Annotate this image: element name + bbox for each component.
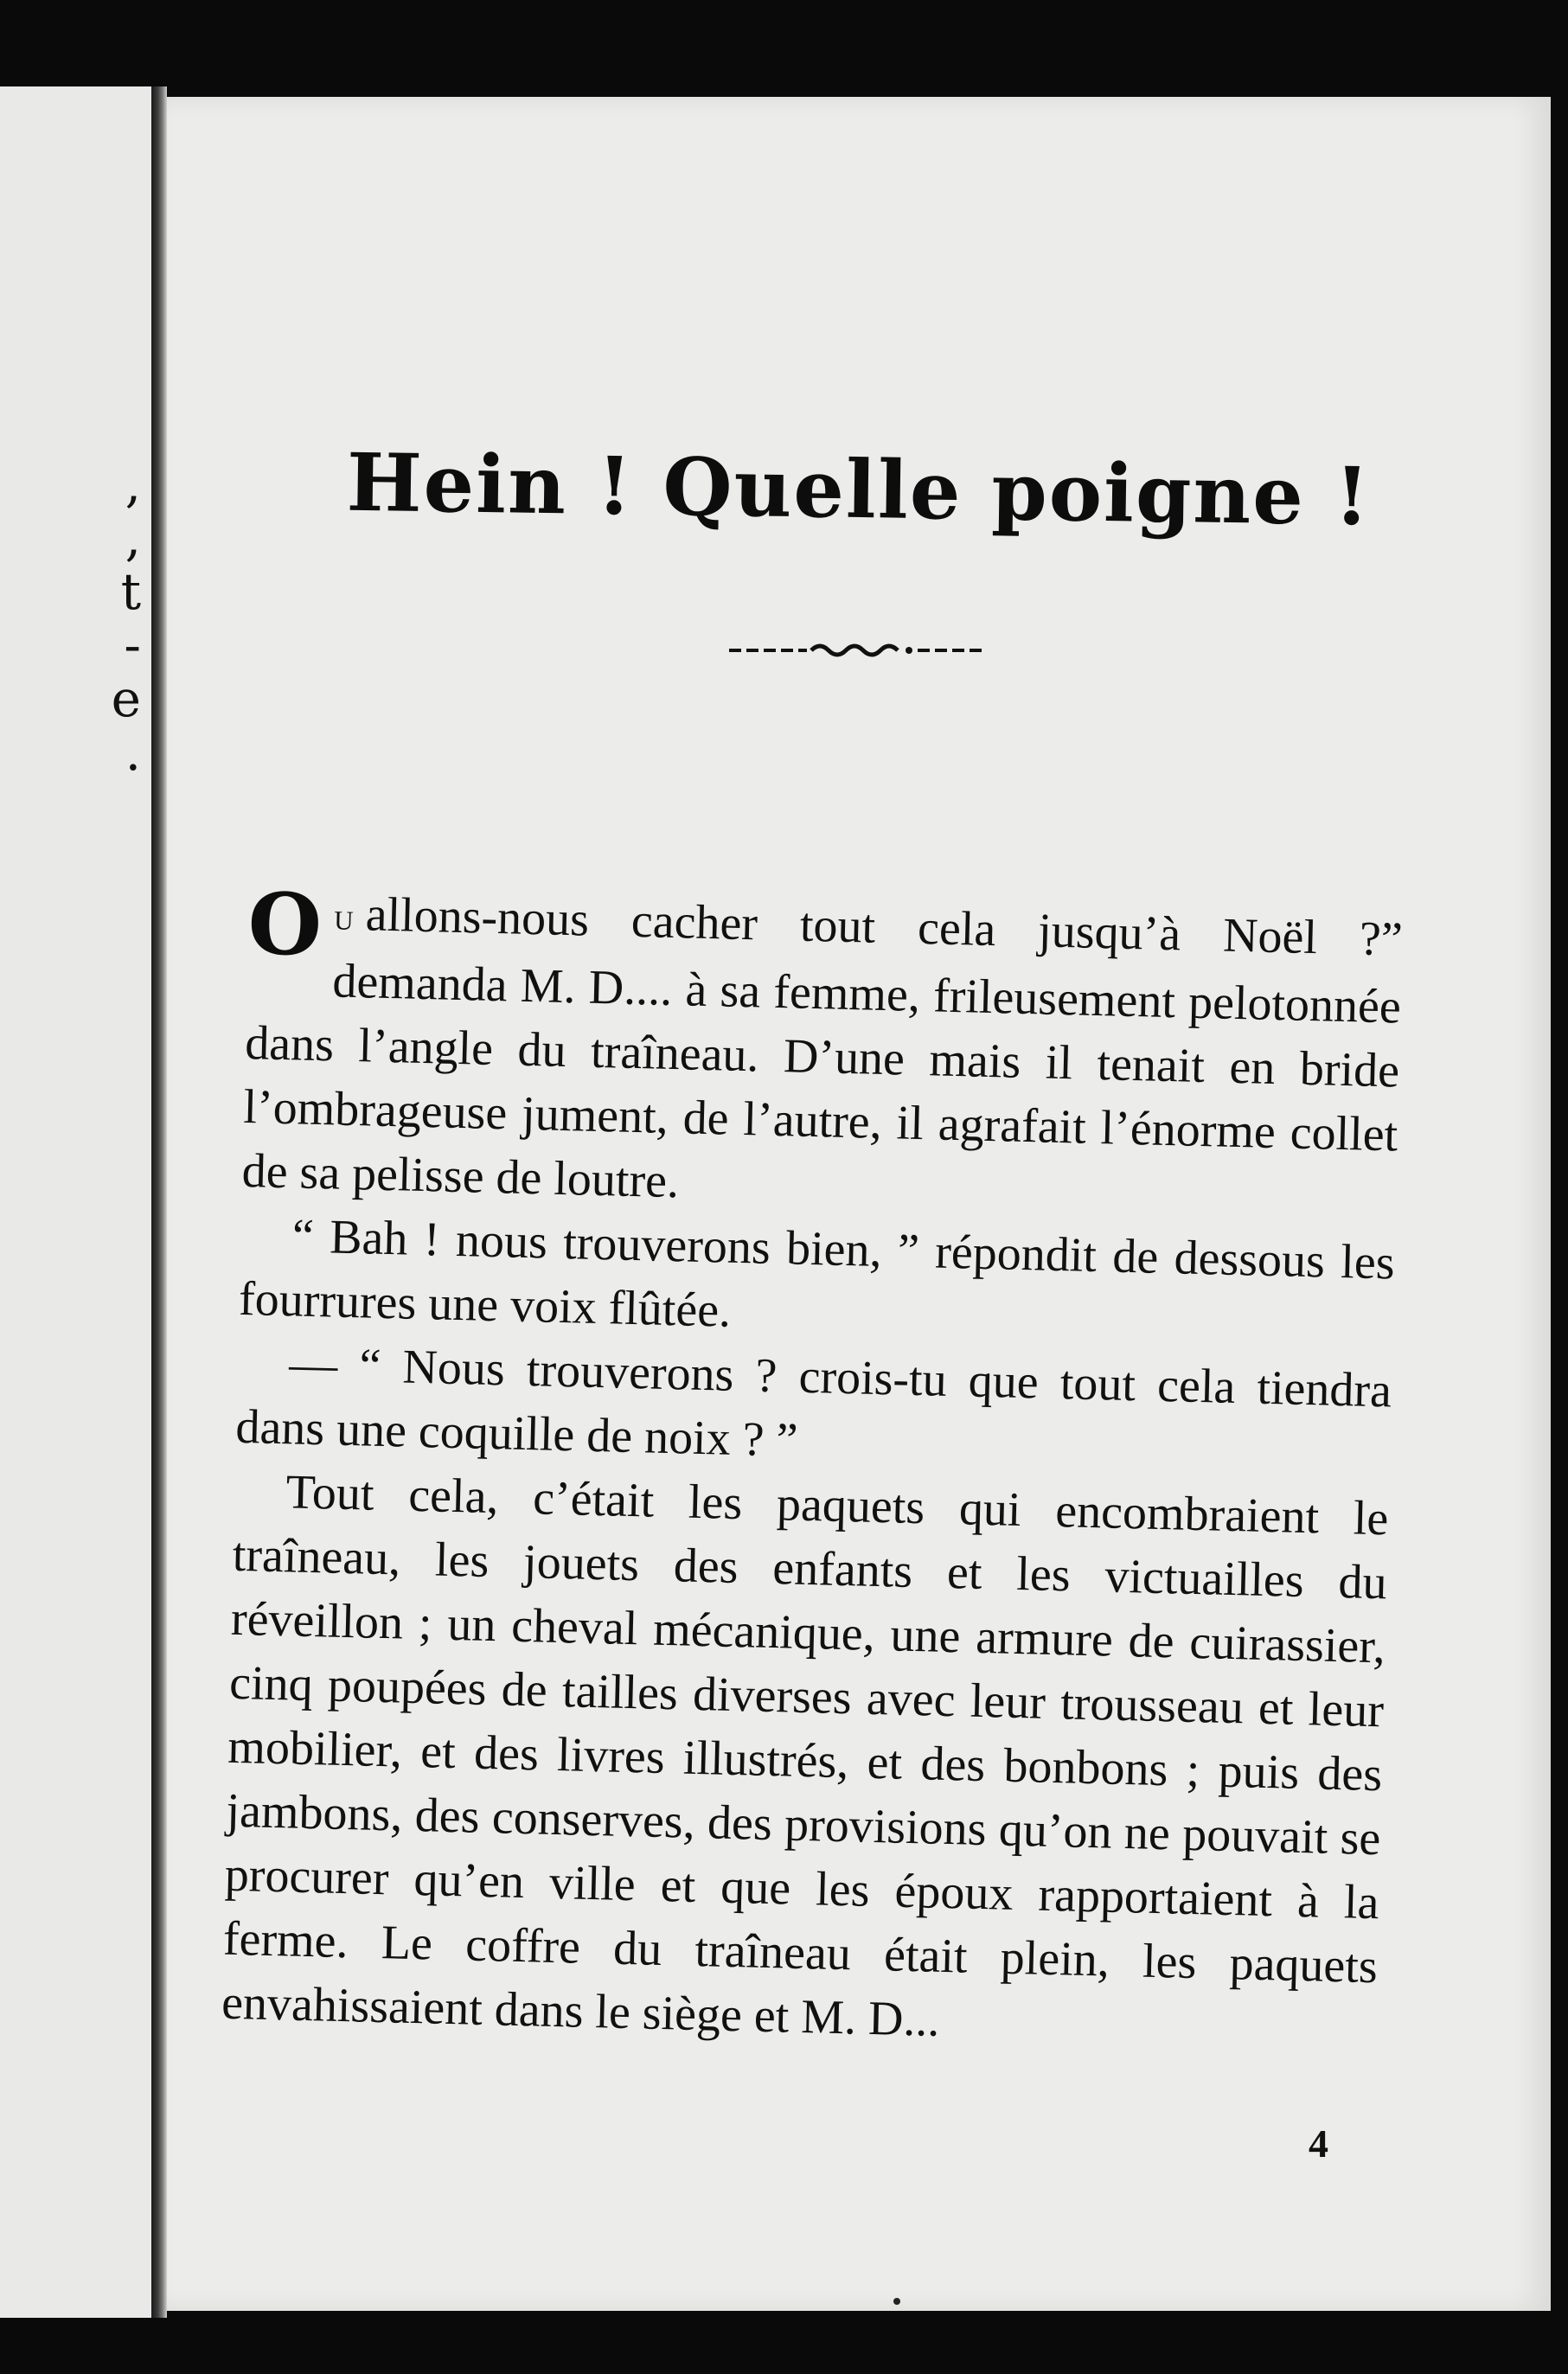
paragraph — [241, 874, 1404, 1232]
title-ornament-divider — [729, 637, 984, 663]
body-text — [221, 874, 1404, 2063]
edge-char: e — [111, 669, 141, 728]
left-page-edge-characters — [111, 455, 141, 782]
scan-speck — [893, 2298, 900, 2305]
edge-char: t — [120, 562, 141, 621]
drop-cap-continuation: u — [333, 895, 355, 938]
edge-char: . — [125, 723, 141, 782]
left-facing-page — [0, 86, 157, 2318]
edge-char: , — [125, 509, 141, 567]
book-gutter — [151, 86, 167, 2318]
right-page — [167, 97, 1551, 2311]
paragraph-text: “ Bah ! nous trouverons bien, ” répondit de dessous les fourrures une voix flûtée. — [238, 1209, 1396, 1338]
chapter-title: Hein ! Quelle poigne ! — [346, 435, 1372, 544]
paragraph — [221, 1459, 1389, 2063]
paragraph-text: — “ Nous trouverons ? crois-tu que tout cela tiendra dans une coquille de noix ? ” — [234, 1337, 1392, 1468]
drop-cap: O — [246, 874, 323, 976]
edge-char: , — [125, 455, 141, 514]
paragraph-text: Tout cela, c’était les paquets qui encombraient le traîneau, les jouets des enfants et les victuailles du réveillon ; un cheval mécanique, une armure de cuirassier, cinq poupées de tailles diverses avec leur trousseau et leur mobilier, et des livres illustrés, et des bonbons ; puis des jambons, des conserves, des provisions qu’on ne pouvait se procurer qu’en ville et que les époux rapportaient à la ferme. Le coffre du traîneau était plein, les paquets envahissaient dans le siège et M. D... — [221, 1465, 1390, 2047]
edge-char: - — [124, 616, 141, 675]
paragraph-text: allons-nous cacher tout cela jusqu’à Noël ?” demanda M. D.... à sa femme, frileusement pelotonnée dans l’angle du traîneau. D’une mais il tenait en bride l’ombrageuse jument, de l’autre, il agrafait l’énorme collet de sa pelisse de loutre. — [241, 887, 1404, 1209]
page-number: 4 — [1309, 2121, 1328, 2166]
